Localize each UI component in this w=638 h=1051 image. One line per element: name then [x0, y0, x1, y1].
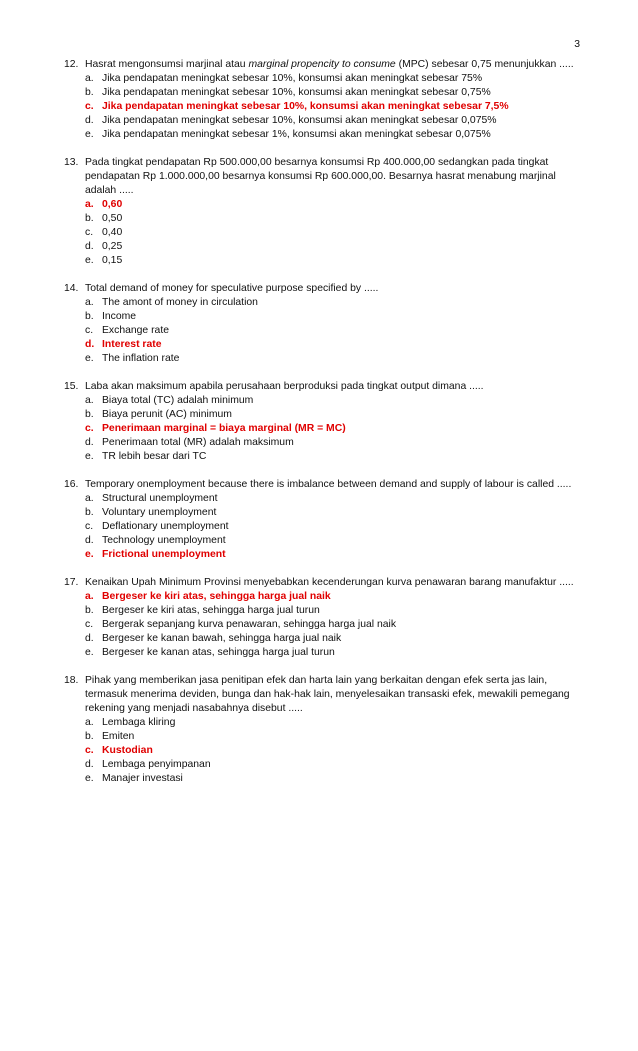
question-text: Temporary onemployment because there is imbalance between demand and supply of labour is called ..... [85, 479, 572, 490]
option-d-answer: d. Interest rate [85, 339, 162, 350]
option-d: d. 0,25 [85, 241, 123, 252]
question-16 [64, 478, 584, 562]
option-c: c. Exchange rate [85, 325, 170, 336]
option-d: d. Penerimaan total (MR) adalah maksimum [85, 437, 294, 448]
question-text: Hasrat mengonsumsi marjinal atau marginal propencity to consume (MPC) sebesar 0,75 menunjukkan ..... [85, 59, 574, 70]
question-13 [64, 156, 584, 268]
option-b: b. Income [85, 311, 137, 322]
option-b: b. 0,50 [85, 213, 123, 224]
question-number: 17. [64, 577, 79, 588]
question-text: Kenaikan Upah Minimum Provinsi menyebabkan kecenderungan kurva penawaran barang manufaktur ..... [85, 577, 574, 588]
option-a: a. Lembaga kliring [85, 717, 176, 728]
option-d: d. Jika pendapatan meningkat sebesar 10%, konsumsi akan meningkat sebesar 0,075% [85, 115, 497, 126]
question-12 [64, 58, 584, 142]
option-b: b. Bergeser ke kiri atas, sehingga harga jual turun [85, 605, 320, 616]
option-c: c. Bergerak sepanjang kurva penawaran, sehingga harga jual naik [85, 619, 397, 630]
question-number: 16. [64, 479, 79, 490]
option-e: e. 0,15 [85, 255, 123, 266]
option-e-answer: e. Frictional unemployment [85, 549, 226, 560]
question-number: 13. [64, 157, 79, 168]
option-a-answer: a. Bergeser ke kiri atas, sehingga harga jual naik [85, 591, 331, 602]
option-e: e. The inflation rate [85, 353, 180, 364]
question-number: 15. [64, 381, 79, 392]
option-b: b. Biaya perunit (AC) minimum [85, 409, 232, 420]
option-a-answer: a. 0,60 [85, 199, 123, 210]
page-number: 3 [574, 39, 580, 50]
option-c-answer: c. Penerimaan marginal = biaya marginal (MR = MC) [85, 423, 346, 434]
question-text: Pada tingkat pendapatan Rp 500.000,00 besarnya konsumsi Rp 400.000,00 sedangkan pada tingkat pendapatan Rp 1.000.000,00 besarnya konsumsi Rp 600.000,00. Besarnya hasrat menabung marjinal adalah ..... [85, 157, 556, 196]
option-c: c. 0,40 [85, 227, 123, 238]
question-number: 12. [64, 59, 79, 70]
question-text: Laba akan maksimum apabila perusahaan berproduksi pada tingkat output dimana ..... [85, 381, 484, 392]
option-c-answer: c. Kustodian [85, 745, 153, 756]
question-14 [64, 282, 584, 366]
question-15 [64, 380, 584, 464]
option-b: b. Emiten [85, 731, 135, 742]
option-a: a. Jika pendapatan meningkat sebesar 10%, konsumsi akan meningkat sebesar 75% [85, 73, 483, 84]
question-number: 14. [64, 283, 79, 294]
option-e: e. Bergeser ke kanan atas, sehingga harga jual turun [85, 647, 335, 658]
option-a: a. The amont of money in circulation [85, 297, 258, 308]
option-c: c. Deflationary unemployment [85, 521, 229, 532]
option-d: d. Technology unemployment [85, 535, 226, 546]
question-number: 18. [64, 675, 79, 686]
question-18 [64, 674, 584, 786]
question-text: Total demand of money for speculative purpose specified by ..... [85, 283, 379, 294]
option-a: a. Structural unemployment [85, 493, 218, 504]
option-b: b. Jika pendapatan meningkat sebesar 10%, konsumsi akan meningkat sebesar 0,75% [85, 87, 491, 98]
question-17 [64, 576, 584, 660]
question-list [64, 58, 584, 800]
option-a: a. Biaya total (TC) adalah minimum [85, 395, 254, 406]
option-e: e. Jika pendapatan meningkat sebesar 1%, konsumsi akan meningkat sebesar 0,075% [85, 129, 491, 140]
option-d: d. Bergeser ke kanan bawah, sehingga harga jual naik [85, 633, 342, 644]
question-text: Pihak yang memberikan jasa penitipan efek dan harta lain yang berkaitan dengan efek serta jas lain, termasuk menerima deviden, bunga dan hak-hak lain, menyelesaikan transaski efek, mewakili pemegang rekening yang menjadi nasabahnya disebut ..... [85, 675, 570, 714]
option-d: d. Lembaga penyimpanan [85, 759, 211, 770]
option-e: e. Manajer investasi [85, 773, 183, 784]
option-b: b. Voluntary unemployment [85, 507, 217, 518]
italic-term: marginal propencity to consume [248, 59, 396, 70]
option-e: e. TR lebih besar dari TC [85, 451, 207, 462]
option-c-answer: c. Jika pendapatan meningkat sebesar 10%, konsumsi akan meningkat sebesar 7,5% [85, 101, 509, 112]
